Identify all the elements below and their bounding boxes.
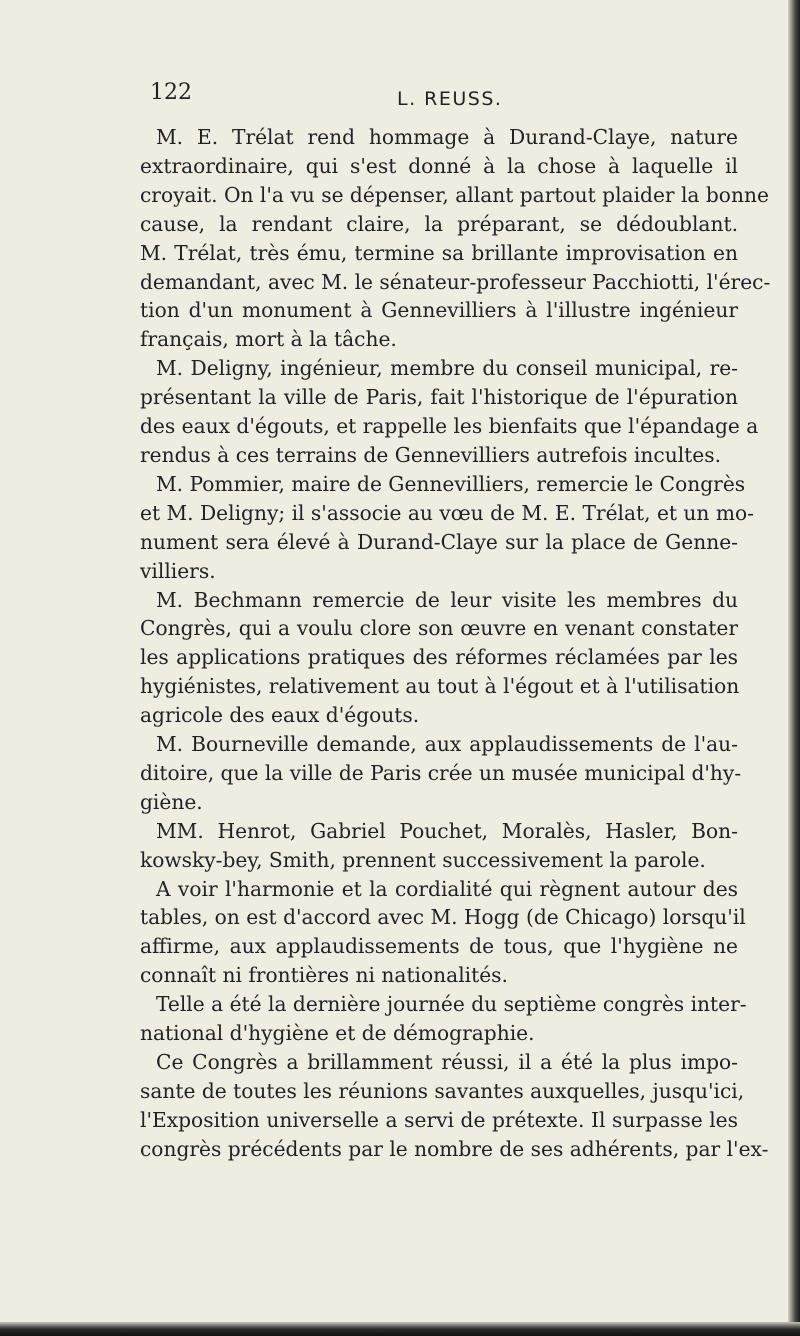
text-line: connaît ni frontières ni nationalités.: [140, 963, 508, 988]
running-head: L. REUSS.: [397, 88, 503, 110]
text-line: hygiénistes, relativement au tout à l'égout et à l'utilisation: [140, 674, 740, 699]
text-line: l'Exposition universelle a servi de prétexte. Il surpasse les: [140, 1107, 738, 1132]
text-line: des eaux d'égouts, et rappelle les bienfaits que l'épandage a: [140, 414, 759, 439]
text-line: national d'hygiène et de démographie.: [140, 1021, 535, 1046]
text-line: A voir l'harmonie et la cordialité qui règnent autour des: [156, 876, 738, 901]
text-line: demandant, avec M. le sénateur-professeur Pacchiotti, l'érec-: [140, 269, 771, 294]
text-line: giène.: [140, 789, 203, 814]
text-line: extraordinaire, qui s'est donné à la chose à laquelle il: [140, 153, 738, 178]
text-line: Telle a été la dernière journée du septième congrès inter-: [156, 992, 747, 1017]
text-line: affirme, aux applaudissements de tous, que l'hygiène ne: [140, 934, 738, 959]
text-line: M. Bourneville demande, aux applaudissements de l'au-: [156, 732, 738, 757]
text-line: M. Bechmann remercie de leur visite les membres du: [156, 587, 738, 612]
text-line: et M. Deligny; il s'associe au vœu de M. E. Trélat, et un mo-: [140, 500, 754, 525]
text-line: nument sera élevé à Durand-Claye sur la place de Genne-: [140, 529, 738, 554]
text-line: Congrès, qui a voulu clore son œuvre en venant constater: [140, 616, 738, 641]
text-line: MM. Henrot, Gabriel Pouchet, Moralès, Hasler, Bon-: [156, 818, 738, 843]
text-line: agricole des eaux d'égouts.: [140, 703, 420, 728]
text-line: cause, la rendant claire, la préparant, se dédoublant.: [140, 211, 738, 236]
text-line: tion d'un monument à Gennevilliers à l'illustre ingénieur: [140, 298, 738, 323]
text-line: tables, on est d'accord avec M. Hogg (de Chicago) lorsqu'il: [140, 905, 746, 930]
page-edge-shadow: [788, 0, 800, 1336]
text-line: M. Trélat, très ému, termine sa brillante improvisation en: [140, 240, 738, 265]
text-line: M. E. Trélat rend hommage à Durand-Claye, nature: [156, 125, 738, 149]
text-line: congrès précédents par le nombre de ses adhérents, par l'ex-: [140, 1136, 769, 1161]
text-line: français, mort à la tâche.: [140, 327, 397, 352]
text-line: M. Pommier, maire de Gennevilliers, remercie le Congrès: [156, 471, 746, 496]
text-line: Ce Congrès a brillamment réussi, il a été la plus impo-: [156, 1050, 738, 1074]
body-text: [140, 123, 771, 1164]
text-line: ditoire, que la ville de Paris crée un musée municipal d'hy-: [140, 760, 742, 785]
page-number: 122: [150, 80, 192, 105]
text-line: sante de toutes les réunions savantes auxquelles, jusqu'ici,: [140, 1078, 745, 1103]
text-line: rendus à ces terrains de Gennevilliers autrefois incultes.: [140, 442, 721, 467]
text-line: M. Deligny, ingénieur, membre du conseil municipal, re-: [156, 356, 738, 381]
text-line: présentant la ville de Paris, fait l'historique de l'épuration: [140, 385, 738, 410]
text-line: les applications pratiques des réformes réclamées par les: [140, 645, 738, 670]
text-line: kowsky-bey, Smith, prennent successivement la parole.: [140, 847, 706, 872]
text-line: villiers.: [140, 558, 216, 583]
text-line: croyait. On l'a vu se dépenser, allant partout plaider la bonne: [140, 182, 769, 207]
page-bottom-shadow: [0, 1322, 800, 1336]
